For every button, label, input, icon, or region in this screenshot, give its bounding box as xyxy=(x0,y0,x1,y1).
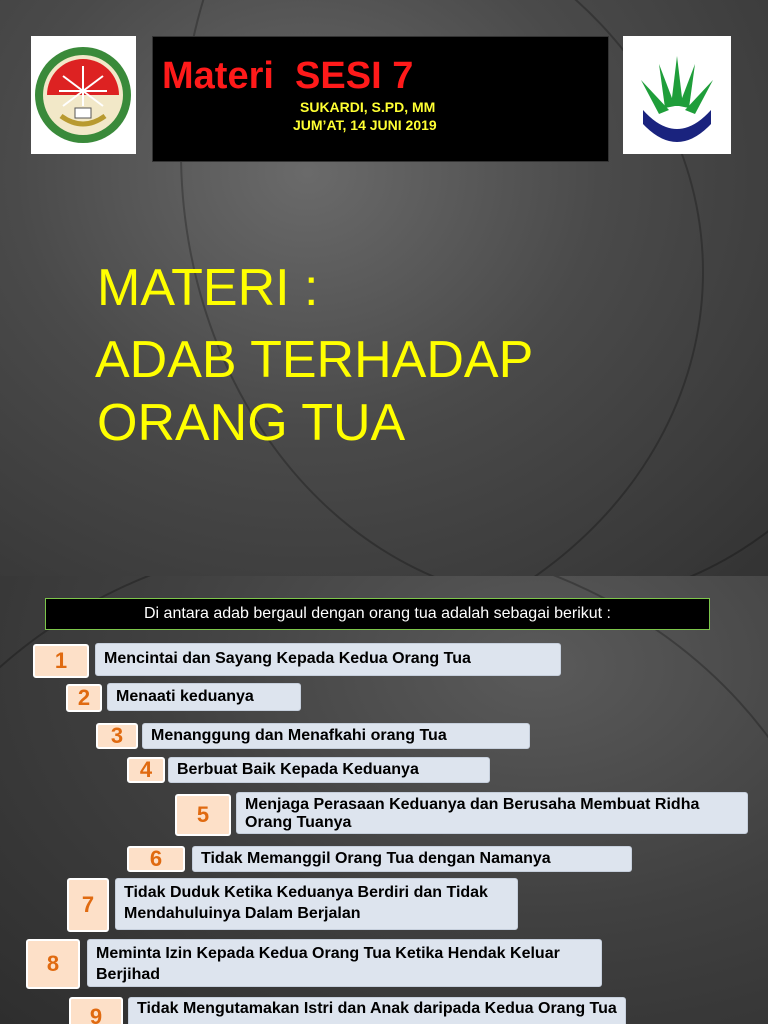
item-number-3: 3 xyxy=(96,723,138,749)
list-item-6: Tidak Memanggil Orang Tua dengan Namanya xyxy=(192,846,632,872)
title-banner xyxy=(152,36,609,162)
list-item-3: Menanggung dan Menafkahi orang Tua xyxy=(142,723,530,749)
list-item-4: Berbuat Baik Kepada Keduanya xyxy=(168,757,490,783)
item-number-4: 4 xyxy=(127,757,165,783)
item-number-2: 2 xyxy=(66,684,102,712)
list-item-2: Menaati keduanya xyxy=(107,683,301,711)
content-slide xyxy=(0,576,768,1024)
list-item-9: Tidak Mengutamakan Istri dan Anak daripada Kedua Orang Tua xyxy=(128,997,626,1024)
list-item-5: Menjaga Perasaan Keduanya dan Berusaha Membuat Ridha Orang Tuanya xyxy=(236,792,748,834)
item-number-1: 1 xyxy=(33,644,89,678)
school-emblem-logo xyxy=(31,36,136,154)
presentation-date: JUM’AT, 14 JUNI 2019 xyxy=(293,117,437,133)
item-number-9: 9 xyxy=(69,997,123,1024)
heading-topic-line1: ADAB TERHADAP xyxy=(95,331,534,389)
heading-topic-line2: ORANG TUA xyxy=(97,394,406,452)
list-item-7: Tidak Duduk Ketika Keduanya Berdiri dan Tidak Mendahuluinya Dalam Berjalan xyxy=(115,878,518,930)
item-number-6: 6 xyxy=(127,846,185,872)
heading-materi: MATERI : xyxy=(97,259,319,317)
item-number-5: 5 xyxy=(175,794,231,836)
list-item-1: Mencintai dan Sayang Kepada Kedua Orang Tua xyxy=(95,643,561,676)
list-item-8: Meminta Izin Kepada Kedua Orang Tua Ketika Hendak Keluar Berjihad xyxy=(87,939,602,987)
item-number-8: 8 xyxy=(26,939,80,989)
item-number-7: 7 xyxy=(67,878,109,932)
institution-logo xyxy=(623,36,731,154)
intro-text: Di antara adab bergaul dengan orang tua adalah sebagai berikut : xyxy=(45,598,710,630)
session-title: Materi SESI 7 xyxy=(162,55,414,97)
author-name: SUKARDI, S.PD, MM xyxy=(300,99,436,115)
